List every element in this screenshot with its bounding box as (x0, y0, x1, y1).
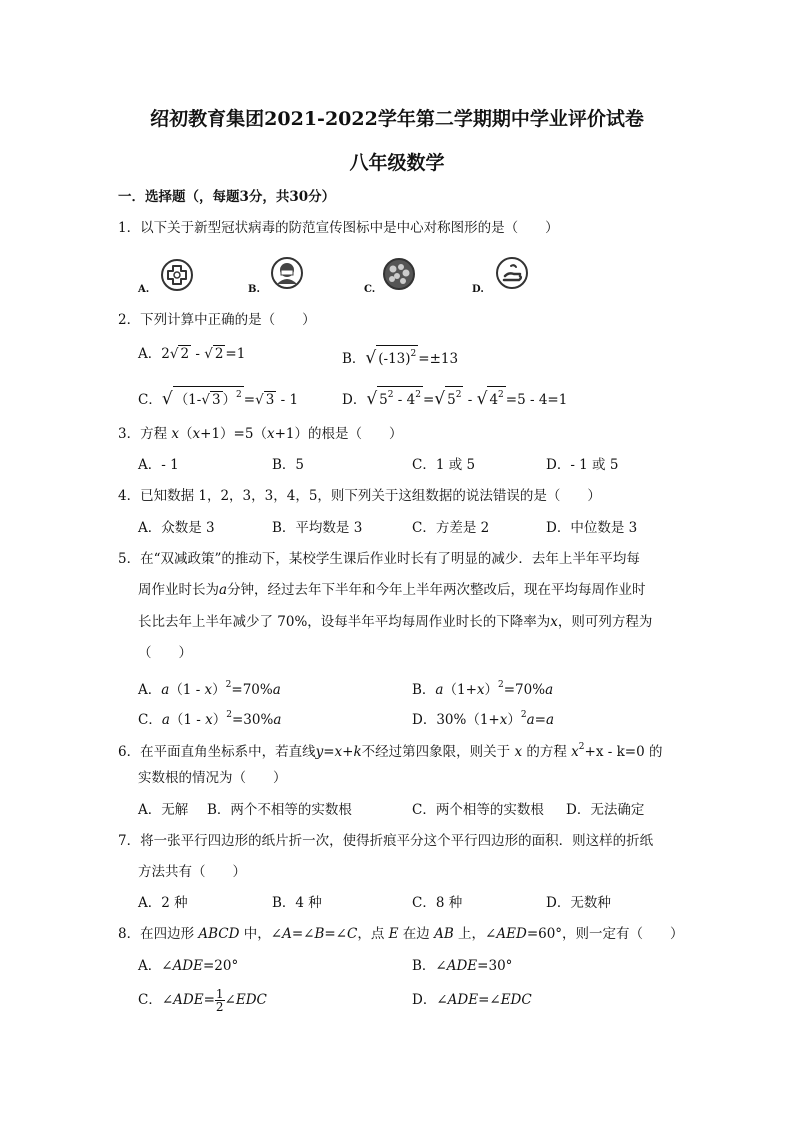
q8-option-b (412, 957, 512, 975)
q6-x2: x (571, 744, 579, 760)
q5a-a2: a (272, 682, 281, 698)
q5a-exp: 2 (225, 680, 232, 690)
q5b-exp: 2 (498, 680, 504, 690)
q8d-v: ADE (447, 992, 479, 1008)
q8b-v: ADE (446, 958, 478, 974)
q2c-exponent: 2 (236, 390, 242, 400)
q3-var: x (171, 426, 180, 442)
q2b-post: =±13 (418, 351, 459, 367)
q7-option-c: C．8 种 (412, 895, 463, 911)
sqrt-symbol: √ (161, 389, 173, 409)
q3-var: x (266, 426, 275, 442)
q5-l3b: ，则可列方程为 (557, 614, 653, 630)
q7-option-d: D．无数种 (546, 895, 611, 911)
q5d-close: ） (507, 712, 521, 728)
q2c-inner-radicand: 3 (211, 392, 221, 408)
q8-AB: AB (434, 926, 454, 942)
q2d-e4: 2 (498, 390, 504, 400)
q5c-close: ） (212, 712, 227, 728)
question-7-line-2: 方法共有（ ） (138, 864, 246, 880)
question-7-line-1: 7．将一张平行四边形的纸片折一次，使得折痕平分这个平行四边形的面积．则这样的折纸 (118, 833, 654, 849)
q5-option-d (412, 706, 554, 729)
q5c-eq: =30% (232, 712, 274, 728)
sqrt-symbol: √ 2 (204, 346, 224, 362)
q2c-eq: = (243, 392, 256, 408)
q8-s5: 上，∠ (453, 926, 497, 942)
q6-option-c: C．两个相等的实数根 (412, 802, 544, 818)
exam-subtitle: 八年级数学 (349, 152, 445, 174)
sqrt-symbol: √ 3 (255, 392, 275, 408)
q5b-a: a (435, 682, 444, 698)
q3-stem-a: 3．方程 (118, 426, 172, 442)
q2b-exponent: 2 (410, 349, 417, 359)
q5-l3a: 长比去年上半年减少了 70%，设每半年平均每周作业时长的下降率为 (138, 614, 551, 630)
q5b-pre: B． (412, 682, 436, 698)
q2d-r2: 5 (447, 392, 456, 408)
q2a-post: =1 (225, 346, 246, 362)
q2d-r3: 4 (489, 392, 499, 408)
q8-a: 8．在四边形 (118, 926, 199, 942)
q5a-close: ） (212, 682, 226, 698)
q5a-pre: A． (138, 682, 162, 698)
q2d-prefix: D． (342, 392, 367, 408)
q1-label-b: B. (248, 284, 260, 295)
q5c-a: a (161, 712, 170, 728)
q5c-a2: a (273, 712, 282, 728)
q2d-m1: - 4 (393, 392, 416, 408)
q2c-radicand-2: 3 (265, 392, 275, 408)
question-6-line-1 (118, 738, 662, 761)
q8-s3: ，点 (357, 926, 389, 942)
question-6-line-2: 实数根的情况为（ ） (138, 770, 287, 786)
exam-title: 绍初教育集团2021-2022学年第二学期期中学业评价试卷 (150, 108, 644, 130)
q8a-pre: A．∠ (138, 958, 173, 974)
q2c-close: ） (222, 392, 237, 408)
q8c-ang: ∠ (224, 992, 236, 1008)
question-5-line-2 (138, 581, 646, 599)
q2b-radicand-text: (-13) (378, 351, 411, 367)
q3-option-c: C．1 或 5 (412, 457, 476, 473)
q6-option-b: B．两个不相等的实数根 (207, 802, 352, 818)
q2-option-b (342, 345, 458, 368)
q2c-open: （1- (174, 392, 202, 408)
q5-option-a (138, 676, 281, 699)
q2d-e2: 2 (415, 390, 421, 400)
q8c-v2: EDC (235, 992, 267, 1008)
q1-label-d: D. (472, 284, 484, 295)
q8-option-d (412, 991, 532, 1009)
question-2-stem: 2．下列计算中正确的是（ ） (118, 312, 316, 328)
q5b-x: x (476, 682, 485, 698)
q5-l2a: 周作业时长为 (138, 582, 219, 598)
q8-s4: 在边 (398, 926, 435, 942)
section-heading: 一．选择题（，每题3分，共30分） (118, 189, 336, 205)
medical-cross-icon (160, 258, 194, 296)
q8-AED: AED (496, 926, 527, 942)
q5c-mid: （1 - (169, 712, 206, 728)
q5d-a2: a (545, 712, 555, 728)
q7-option-b: B．4 种 (272, 895, 322, 911)
q8a-v: ADE (172, 958, 203, 974)
q3-option-b: B．5 (272, 457, 305, 473)
q5-l2b: 分钟，经过去年下半年和今年上半年两次整改后，现在平均每周作业时 (227, 582, 646, 598)
q8c-v: ADE (173, 992, 204, 1008)
q6-option-d: D．无法确定 (566, 802, 645, 818)
question-8-stem (118, 925, 684, 943)
q8c-pre: C．∠ (138, 992, 174, 1008)
q8b-post: =30° (477, 958, 513, 974)
q8-abcd: ABCD (198, 926, 240, 942)
q5d-pre: D．30%（1+ (412, 712, 500, 728)
question-4-stem: 4．已知数据 1，2，3，3，4，5，则下列关于这组数据的说法错误的是（ ） (118, 488, 601, 504)
q5a-a: a (161, 682, 170, 698)
q4-option-c: C．方差是 2 (412, 520, 490, 536)
q2d-e1: 2 (387, 390, 394, 400)
sqrt-symbol: √ 3 (201, 392, 221, 408)
q3-option-a: A．- 1 (138, 457, 179, 473)
fraction-numerator: 1 (215, 987, 224, 1001)
sqrt-symbol: √ (434, 389, 446, 409)
q1-label-a: A. (138, 284, 150, 295)
q2-option-c (138, 386, 298, 409)
q8-A: A (282, 926, 292, 942)
question-3-stem (118, 425, 402, 443)
q3-var: x (192, 426, 201, 442)
q3-p3: +1）的根是（ ） (274, 426, 403, 442)
q5b-mid: （1+ (443, 682, 477, 698)
q5-option-c (138, 706, 281, 729)
q8-E: E (388, 926, 399, 942)
sqrt-symbol: √ (476, 389, 488, 409)
q8-option-c (138, 988, 267, 1013)
question-5-line-1: 5．在“双减政策”的推动下，某校学生课后作业时长有了明显的减少．去年上半年平均每 (118, 551, 640, 567)
q8d-pre: D．∠ (412, 992, 448, 1008)
q2a-radicand-1: 2 (180, 346, 190, 362)
q5c-exp: 2 (226, 710, 232, 720)
q7-option-a: A．2 种 (138, 895, 188, 911)
q5-var-x: x (550, 614, 558, 630)
q5a-eq: =70% (231, 682, 273, 698)
q2-option-d (342, 386, 567, 409)
q3-p1: （ (179, 426, 193, 442)
q5-option-b (412, 676, 553, 699)
fraction (215, 988, 225, 1013)
q5b-close: ） (484, 682, 499, 698)
q5-var-a: a (219, 582, 228, 598)
q2b-prefix: B． (342, 351, 366, 367)
q8-C: C (347, 926, 358, 942)
q2d-radicand-2 (445, 386, 463, 408)
sqrt-symbol: √ (366, 389, 378, 409)
q2c-prefix: C． (138, 392, 162, 408)
q8-s2: =∠ (324, 926, 347, 942)
question-1-stem: 1．以下关于新型冠状病毒的防范宣传图标中是中心对称图形的是（ ） (118, 220, 559, 236)
fraction-denominator: 2 (215, 1000, 224, 1014)
q2d-radicand-3 (487, 386, 505, 408)
q5d-x: x (499, 712, 508, 728)
hand-washing-icon (495, 256, 529, 294)
q6-rest: +x - k=0 的 (584, 744, 663, 760)
virus-crowd-icon (382, 257, 416, 295)
q8-s1: =∠ (291, 926, 315, 942)
q2d-radicand-1 (377, 386, 423, 408)
q2d-eq: = (422, 392, 435, 408)
question-5-line-3 (138, 613, 652, 631)
q2c-radicand (173, 386, 244, 408)
q6-option-a: A．无解 (138, 802, 189, 818)
q2d-m2: - (463, 392, 477, 408)
q5c-pre: C． (138, 712, 162, 728)
q5b-eq: =70% (503, 682, 546, 698)
q4-option-d: D．中位数是 3 (546, 520, 638, 536)
q2a-radicand-2: 2 (214, 346, 224, 362)
sqrt-symbol: √ (365, 348, 377, 368)
q8-b: 中，∠ (239, 926, 283, 942)
q2d-e3: 2 (455, 390, 462, 400)
q6-l1c: 的方程 (522, 744, 572, 760)
q5a-x: x (204, 682, 213, 698)
q6-l1a: 6．在平面直角坐标系中，若直线 (118, 744, 316, 760)
q3-p2: +1）=5（ (200, 426, 267, 442)
q5a-mid: （1 - (169, 682, 205, 698)
q6-line-eq: y=x+k (315, 744, 362, 760)
q8-option-a (138, 957, 238, 975)
q8d-eq: =∠ (478, 992, 501, 1008)
q2b-radicand (376, 345, 418, 367)
q6-l1b: 不经过第四象限，则关于 (361, 744, 515, 760)
q8a-post: =20° (203, 958, 239, 974)
question-5-line-4: （ ） (138, 645, 192, 661)
q8b-pre: B．∠ (412, 958, 447, 974)
q2d-r1: 5 (379, 392, 388, 408)
q8-B: B (314, 926, 325, 942)
q5d-a: a (526, 712, 535, 728)
q5b-a2: a (545, 682, 554, 698)
q2a-mid: - (191, 346, 205, 362)
q6-exp: 2 (578, 742, 585, 752)
q8-s6: =60°，则一定有（ ） (526, 926, 684, 942)
q5d-eq: = (534, 712, 546, 728)
q2d-post: =5 - 4=1 (505, 392, 568, 408)
q8d-v2: EDC (500, 992, 532, 1008)
q1-label-c: C. (364, 284, 376, 295)
q2a-prefix: A．2 (138, 346, 170, 362)
q6-var: x (514, 744, 523, 760)
q2-option-a (138, 345, 245, 363)
q3-option-d: D．- 1 或 5 (546, 457, 619, 473)
sqrt-symbol: √ 2 (169, 346, 190, 362)
q2c-post: - 1 (276, 392, 299, 408)
q5c-x: x (205, 712, 213, 728)
q8c-eq: = (203, 992, 215, 1008)
q5d-exp: 2 (520, 710, 527, 720)
q4-option-a: A．众数是 3 (138, 520, 215, 536)
person-mask-icon (270, 256, 304, 294)
q4-option-b: B．平均数是 3 (272, 520, 363, 536)
